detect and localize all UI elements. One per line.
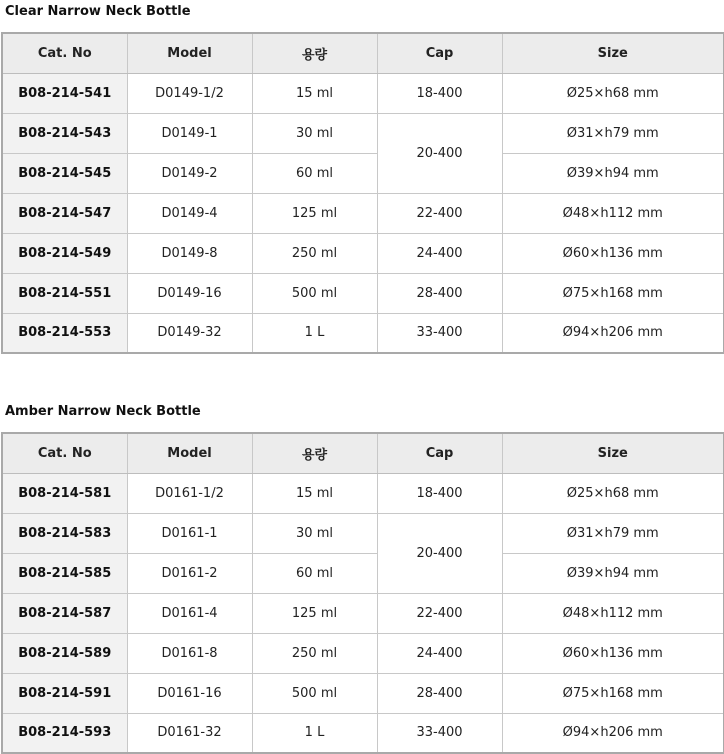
table-row: [2, 73, 724, 113]
table-row: [2, 673, 724, 713]
cell-model: D0161-8: [127, 633, 252, 673]
table-row: [2, 513, 724, 553]
cell-model: D0149-4: [127, 193, 252, 233]
cell-volume: 125 ml: [252, 193, 377, 233]
cell-size: Ø94×h206 mm: [502, 713, 724, 753]
table-row: [2, 553, 724, 593]
table-header-row: [2, 433, 724, 473]
table-row: [2, 233, 724, 273]
cell-cap: 24-400: [377, 633, 502, 673]
cell-size: Ø25×h68 mm: [502, 73, 724, 113]
cell-cat-no: B08-214-583: [2, 513, 127, 553]
header-model: Model: [127, 433, 252, 473]
cell-model: D0149-2: [127, 153, 252, 193]
cell-volume: 60 ml: [252, 153, 377, 193]
cell-volume: 30 ml: [252, 513, 377, 553]
cell-volume: 1 L: [252, 313, 377, 353]
cell-cat-no: B08-214-591: [2, 673, 127, 713]
product-table-clear: [1, 32, 724, 354]
cell-size: Ø48×h112 mm: [502, 193, 724, 233]
cell-size: Ø31×h79 mm: [502, 513, 724, 553]
table-row: [2, 193, 724, 233]
cell-cat-no: B08-214-547: [2, 193, 127, 233]
cell-model: D0149-16: [127, 273, 252, 313]
section-title-clear: Clear Narrow Neck Bottle: [5, 4, 191, 19]
header-volume: 용량: [252, 33, 377, 73]
table-row: [2, 633, 724, 673]
cell-size: Ø75×h168 mm: [502, 273, 724, 313]
cell-volume: 500 ml: [252, 673, 377, 713]
cell-cat-no: B08-214-589: [2, 633, 127, 673]
cell-volume: 125 ml: [252, 593, 377, 633]
cell-model: D0149-1/2: [127, 73, 252, 113]
cell-cap: 20-400: [377, 513, 502, 593]
cell-model: D0161-16: [127, 673, 252, 713]
cell-volume: 15 ml: [252, 473, 377, 513]
cell-cap: 33-400: [377, 713, 502, 753]
cell-size: Ø60×h136 mm: [502, 233, 724, 273]
cell-size: Ø25×h68 mm: [502, 473, 724, 513]
cell-cap: 33-400: [377, 313, 502, 353]
table-row: [2, 713, 724, 753]
cell-size: Ø75×h168 mm: [502, 673, 724, 713]
header-volume: 용량: [252, 433, 377, 473]
cell-volume: 60 ml: [252, 553, 377, 593]
cell-model: D0161-1: [127, 513, 252, 553]
table-row: [2, 273, 724, 313]
cell-volume: 250 ml: [252, 233, 377, 273]
cell-cat-no: B08-214-553: [2, 313, 127, 353]
cell-cat-no: B08-214-545: [2, 153, 127, 193]
cell-cap: 28-400: [377, 673, 502, 713]
cell-model: D0149-8: [127, 233, 252, 273]
cell-size: Ø39×h94 mm: [502, 553, 724, 593]
cell-size: Ø60×h136 mm: [502, 633, 724, 673]
cell-cat-no: B08-214-549: [2, 233, 127, 273]
header-cap: Cap: [377, 433, 502, 473]
cell-volume: 1 L: [252, 713, 377, 753]
table-header-row: [2, 33, 724, 73]
cell-cap: 24-400: [377, 233, 502, 273]
cell-volume: 250 ml: [252, 633, 377, 673]
cell-model: D0161-4: [127, 593, 252, 633]
cell-cap: 22-400: [377, 593, 502, 633]
cell-model: D0161-2: [127, 553, 252, 593]
header-size: Size: [502, 33, 724, 73]
cell-cat-no: B08-214-581: [2, 473, 127, 513]
cell-cap: 22-400: [377, 193, 502, 233]
header-cat-no: Cat. No: [2, 433, 127, 473]
cell-cat-no: B08-214-585: [2, 553, 127, 593]
cell-volume: 500 ml: [252, 273, 377, 313]
cell-cap: 28-400: [377, 273, 502, 313]
cell-size: Ø48×h112 mm: [502, 593, 724, 633]
cell-model: D0149-1: [127, 113, 252, 153]
cell-model: D0149-32: [127, 313, 252, 353]
cell-volume: 30 ml: [252, 113, 377, 153]
table-row: [2, 313, 724, 353]
cell-size: Ø94×h206 mm: [502, 313, 724, 353]
cell-cat-no: B08-214-587: [2, 593, 127, 633]
cell-cap: 18-400: [377, 73, 502, 113]
cell-model: D0161-32: [127, 713, 252, 753]
cell-model: D0161-1/2: [127, 473, 252, 513]
cell-cap: 18-400: [377, 473, 502, 513]
table-row: [2, 593, 724, 633]
cell-cat-no: B08-214-551: [2, 273, 127, 313]
table-row: [2, 473, 724, 513]
cell-cap: 20-400: [377, 113, 502, 193]
cell-cat-no: B08-214-543: [2, 113, 127, 153]
header-size: Size: [502, 433, 724, 473]
cell-volume: 15 ml: [252, 73, 377, 113]
header-cat-no: Cat. No: [2, 33, 127, 73]
cell-size: Ø31×h79 mm: [502, 113, 724, 153]
table-row: [2, 153, 724, 193]
section-title-amber: Amber Narrow Neck Bottle: [5, 404, 201, 419]
cell-cat-no: B08-214-593: [2, 713, 127, 753]
cell-size: Ø39×h94 mm: [502, 153, 724, 193]
cell-cat-no: B08-214-541: [2, 73, 127, 113]
table-row: [2, 113, 724, 153]
header-model: Model: [127, 33, 252, 73]
product-table-amber: [1, 432, 724, 754]
header-cap: Cap: [377, 33, 502, 73]
